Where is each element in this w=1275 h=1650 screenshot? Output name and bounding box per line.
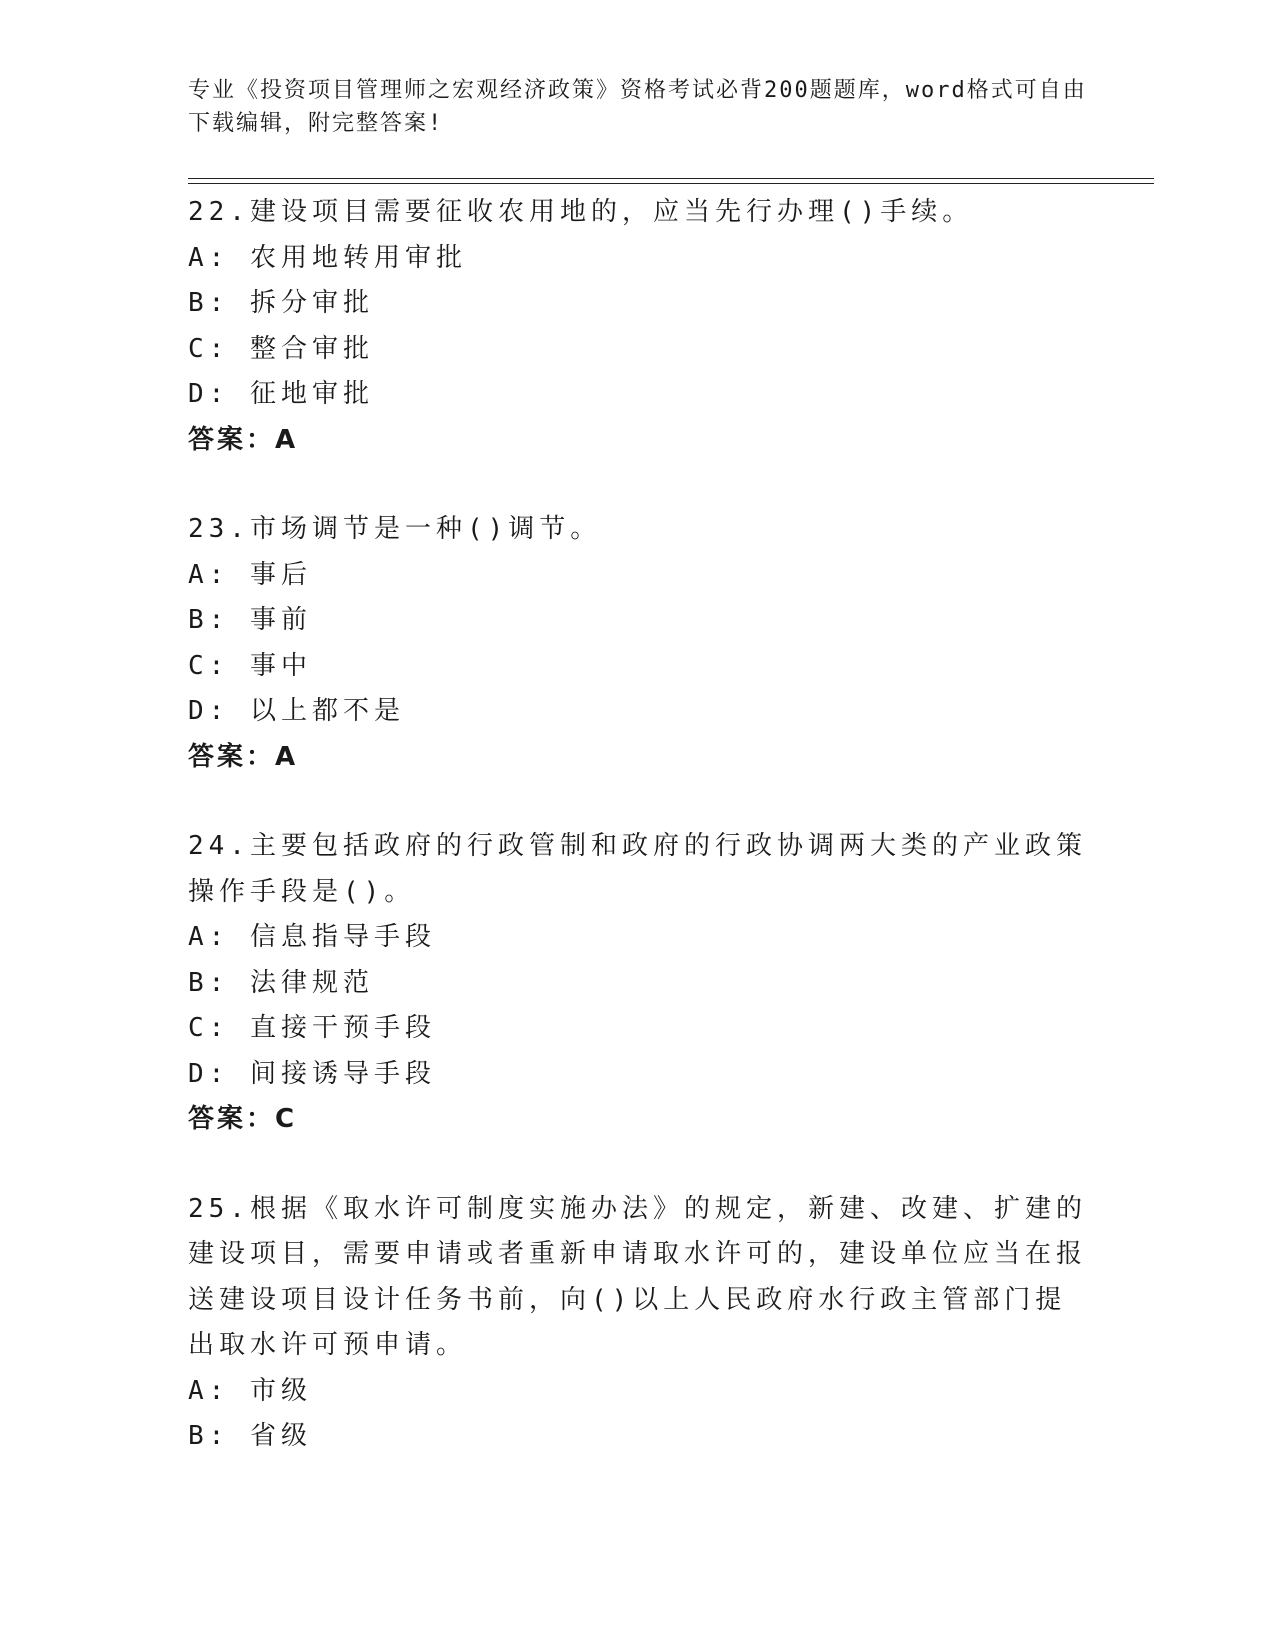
question-list xyxy=(188,190,1088,1504)
header-divider-top xyxy=(188,178,1154,179)
question-23 xyxy=(188,507,1088,780)
header-divider-bottom xyxy=(188,183,1154,184)
answer-line: 答案：C xyxy=(188,1104,298,1134)
question-stem: 24.主要包括政府的行政管制和政府的行政协调两大类的产业政策操作手段是()。 xyxy=(188,831,1087,907)
option-a: A: 事后 xyxy=(188,559,312,590)
option-c: C: 事中 xyxy=(188,650,312,681)
option-a: A: 农用地转用审批 xyxy=(188,242,467,273)
option-a: A: 市级 xyxy=(188,1375,312,1406)
question-22 xyxy=(188,190,1088,463)
question-24 xyxy=(188,824,1088,1143)
option-b: B: 省级 xyxy=(188,1421,312,1451)
option-b: B: 法律规范 xyxy=(188,967,374,998)
option-c: C: 整合审批 xyxy=(188,333,374,364)
answer-line: 答案：A xyxy=(188,424,299,455)
question-stem: 22.建设项目需要征收农用地的，应当先行办理()手续。 xyxy=(188,197,974,227)
question-stem: 25.根据《取水许可制度实施办法》的规定，新建、改建、扩建的建设项目，需要申请或者重新申请取水许可的，建设单位应当在报送建设项目设计任务书前，向()以上人民政府水行政主管部门提出取水许可预申请。 xyxy=(188,1193,1088,1360)
option-a: A: 信息指导手段 xyxy=(188,922,436,952)
question-25 xyxy=(188,1187,1088,1460)
option-b: B: 拆分审批 xyxy=(188,288,374,318)
document-header: 专业《投资项目管理师之宏观经济政策》资格考试必背200题题库，word格式可自由下载编辑，附完整答案! xyxy=(188,78,1087,136)
answer-line: 答案：A xyxy=(188,741,299,772)
option-d: D: 征地审批 xyxy=(188,379,374,409)
question-stem: 23.市场调节是一种()调节。 xyxy=(188,514,602,544)
option-c: C: 直接干预手段 xyxy=(188,1013,436,1043)
option-d: D: 以上都不是 xyxy=(188,696,405,726)
option-b: B: 事前 xyxy=(188,605,312,635)
option-d: D: 间接诱导手段 xyxy=(188,1058,436,1089)
